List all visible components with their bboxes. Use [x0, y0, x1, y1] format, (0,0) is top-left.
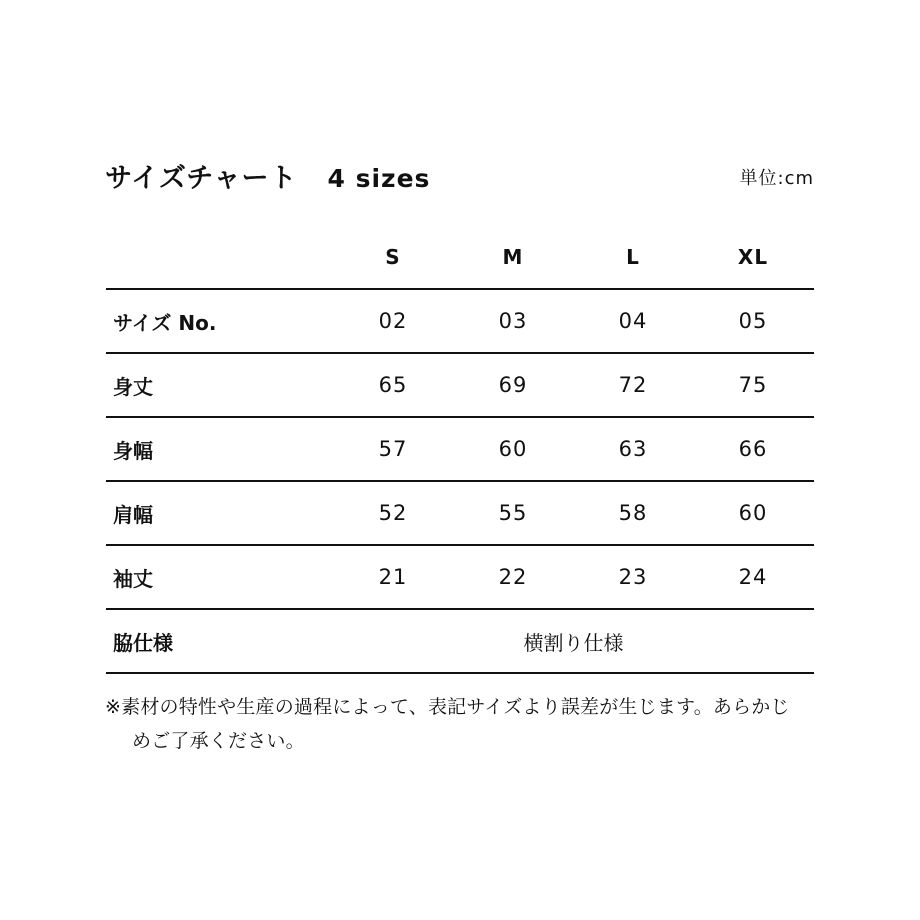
table-cell: 24: [738, 565, 768, 589]
row-label: サイズ No.: [113, 310, 217, 335]
table-cell: 60: [498, 437, 528, 461]
table-row: [106, 418, 814, 482]
row-label: 身幅: [113, 438, 153, 463]
table-header-row: [106, 226, 814, 290]
table-cell: 22: [498, 565, 528, 589]
table-cell: 04: [618, 309, 648, 333]
size-chart-table: [106, 226, 814, 674]
row-label: 袖丈: [113, 566, 153, 591]
table-cell: 02: [378, 309, 408, 333]
table-cell: 63: [618, 437, 648, 461]
table-cell: 57: [378, 437, 408, 461]
page-title: [105, 156, 430, 195]
table-cell: 60: [738, 501, 768, 525]
table-cell: 55: [498, 501, 528, 525]
size-count: 4 sizes: [327, 164, 431, 193]
table-cell: 66: [738, 437, 768, 461]
column-header: M: [502, 245, 524, 269]
column-header: L: [626, 245, 640, 269]
table-cell: 03: [498, 309, 528, 333]
row-label: 脇仕様: [113, 630, 173, 655]
unit-label: 単位:cm: [739, 168, 814, 189]
table-row: [106, 482, 814, 546]
note-line-2: めご了承ください。: [132, 730, 305, 752]
table-cell: 52: [378, 501, 408, 525]
table-row: [106, 354, 814, 418]
note-line-1: ※素材の特性や生産の過程によって、表記サイズより誤差が生じます。あらかじ: [105, 696, 790, 718]
disclaimer-note: [105, 690, 825, 758]
row-label: 身丈: [113, 374, 153, 399]
table-cell: 58: [618, 501, 648, 525]
table-cell-merged: 横割り仕様: [523, 630, 624, 655]
table-row-side-seam: [106, 610, 814, 674]
table-row: [106, 290, 814, 354]
table-cell: 21: [378, 565, 408, 589]
table-cell: 05: [738, 309, 768, 333]
table-row: [106, 546, 814, 610]
row-label: 肩幅: [113, 502, 153, 527]
table-cell: 72: [618, 373, 648, 397]
title-text: サイズチャート: [105, 163, 298, 194]
table-cell: 23: [618, 565, 648, 589]
table-cell: 75: [738, 373, 768, 397]
table-cell: 69: [498, 373, 528, 397]
column-header: S: [385, 245, 401, 269]
table-cell: 65: [378, 373, 408, 397]
column-header: XL: [737, 245, 769, 269]
